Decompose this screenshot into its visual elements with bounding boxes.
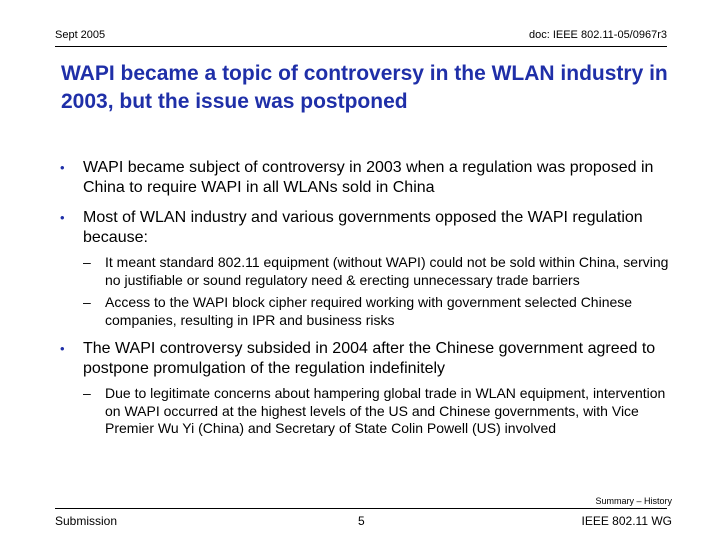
bullet-2-text: Most of WLAN industry and various governments opposed the WAPI regulation because:: [83, 209, 643, 246]
header-rule: [55, 46, 667, 47]
sub-bullet: [58, 294, 678, 329]
dash-icon: –: [83, 385, 91, 401]
footer-org: IEEE 802.11 WG: [581, 514, 672, 528]
slide-body: [58, 158, 678, 448]
footer-submission: Submission: [55, 514, 118, 528]
bullet-3-text: The WAPI controversy subsided in 2004 after the Chinese government agreed to postpone promulgation of the regulation indefinitely: [83, 340, 656, 377]
slide-title: WAPI became a topic of controversy in the WLAN industry in 2003, but the issue was postponed: [61, 62, 668, 113]
bullet-2: [58, 208, 678, 248]
sub-bullet: [58, 254, 678, 289]
sub-bullet-text: It meant standard 802.11 equipment (without WAPI) could not be sold within China, serving no justifiable or sound regulatory need & erecting unnecessary trade barriers: [105, 254, 669, 288]
sub-bullet-text: Access to the WAPI block cipher required working with government selected Chinese companies, resulting in IPR and business risks: [105, 294, 633, 328]
bullet-1-text: WAPI became subject of controversy in 2003 when a regulation was proposed in China to require WAPI in all WLANs sold in China: [83, 159, 654, 196]
bullet-3: [58, 339, 678, 379]
header-doc-id: doc: IEEE 802.11-05/0967r3: [528, 29, 667, 41]
footer-page-number: 5: [358, 514, 365, 528]
section-tag: Summary – History: [595, 496, 672, 506]
bullet-dot-icon: •: [60, 160, 65, 175]
bullet-dot-icon: •: [60, 210, 65, 225]
sub-bullet: [58, 385, 678, 438]
bullet-2-subs: [58, 254, 678, 329]
header-date: Sept 2005: [55, 29, 106, 41]
bullet-3-subs: [58, 385, 678, 438]
bullet-1: [58, 158, 678, 198]
dash-icon: –: [83, 254, 91, 270]
sub-bullet-text: Due to legitimate concerns about hampering global trade in WLAN equipment, intervention on WAPI occurred at the highest levels of the US and Chinese governments, with Vice Premier Wu Yi (China) and Secretary of State Colin Powell (US) involved: [105, 385, 666, 436]
dash-icon: –: [83, 294, 91, 310]
bullet-dot-icon: •: [60, 341, 65, 356]
footer-rule: [55, 508, 667, 509]
